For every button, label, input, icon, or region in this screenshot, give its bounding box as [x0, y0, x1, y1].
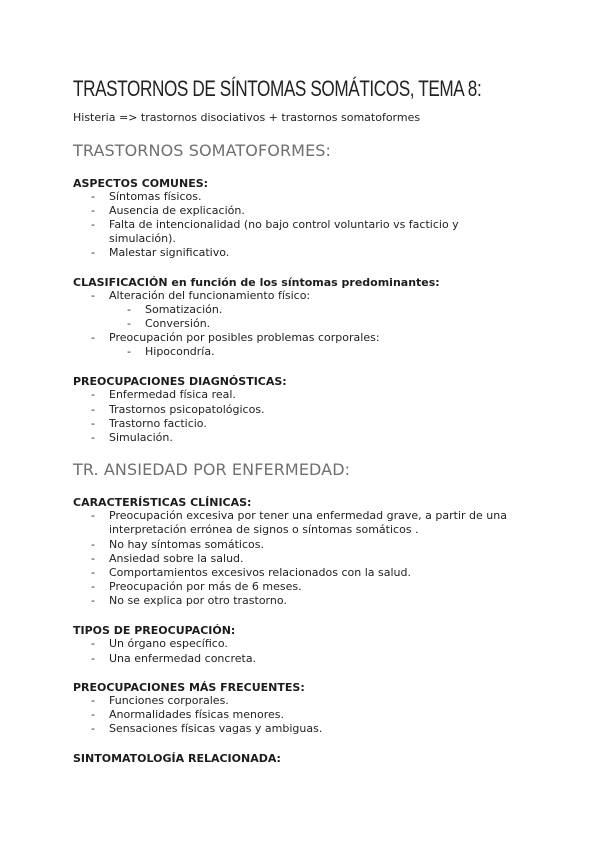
- list-item: - Simulación.: [91, 431, 173, 444]
- page-title: TRASTORNOS DE SÍNTOMAS SOMÁTICOS, TEMA 8:: [73, 76, 482, 101]
- list-item: - Hipocondría.: [127, 345, 215, 358]
- subheading-aspectos-comunes: ASPECTOS COMUNES:: [73, 177, 209, 190]
- list-item: - Malestar significativo.: [91, 246, 230, 259]
- list-item: - Comportamientos excesivos relacionados con la salud.: [91, 566, 412, 579]
- list-item: - Preocupación por más de 6 meses.: [91, 580, 302, 593]
- list-item: - Conversión.: [127, 317, 211, 330]
- list-item: - Enfermedad física real.: [91, 388, 236, 401]
- subheading-preocupaciones-diagnosticas: PREOCUPACIONES DIAGNÓSTICAS:: [73, 375, 287, 388]
- list-item: - Preocupación por posibles problemas corporales:: [91, 331, 380, 344]
- list-item: - Sensaciones físicas vagas y ambiguas.: [91, 722, 323, 735]
- subheading-clasificacion: CLASIFICACIÓN en función de los síntomas predominantes:: [73, 276, 440, 289]
- list-item: - No se explica por otro trastorno.: [91, 594, 287, 607]
- list-item: - Somatización.: [127, 303, 223, 316]
- section-heading-ansiedad: TR. ANSIEDAD POR ENFERMEDAD:: [73, 460, 351, 479]
- section-heading-somatoformes: TRASTORNOS SOMATOFORMES:: [73, 141, 332, 160]
- list-item: - Síntomas físicos.: [91, 190, 202, 203]
- subheading-preocupaciones-frecuentes: PREOCUPACIONES MÁS FRECUENTES:: [73, 681, 305, 694]
- list-item: - Falta de intencionalidad (no bajo control voluntario vs facticio y simulación).: [91, 218, 459, 245]
- list-item: - Ausencia de explicación.: [91, 204, 245, 217]
- subtitle: Histeria => trastornos disociativos + trastornos somatoformes: [73, 111, 421, 124]
- list-item: - Preocupación excesiva por tener una enfermedad grave, a partir de una interpretación errónea de signos o síntomas somáticos .: [91, 509, 507, 536]
- list-item: - Una enfermedad concreta.: [91, 652, 257, 665]
- list-item: - Anormalidades físicas menores.: [91, 708, 285, 721]
- subheading-tipos-preocupacion: TIPOS DE PREOCUPACIÓN:: [73, 624, 236, 637]
- list-item: - Trastorno facticio.: [91, 417, 207, 430]
- list-item: - Trastornos psicopatológicos.: [91, 403, 265, 416]
- list-item: - Alteración del funcionamiento físico:: [91, 289, 311, 302]
- list-item: - No hay síntomas somáticos.: [91, 538, 264, 551]
- subheading-sintomatologia: SINTOMATOLOGÍA RELACIONADA:: [73, 752, 281, 765]
- list-item: - Ansiedad sobre la salud.: [91, 552, 244, 565]
- list-item: - Un órgano específico.: [91, 637, 228, 650]
- list-item: - Funciones corporales.: [91, 694, 229, 707]
- subheading-caracteristicas-clinicas: CARACTERÍSTICAS CLÍNICAS:: [73, 496, 252, 509]
